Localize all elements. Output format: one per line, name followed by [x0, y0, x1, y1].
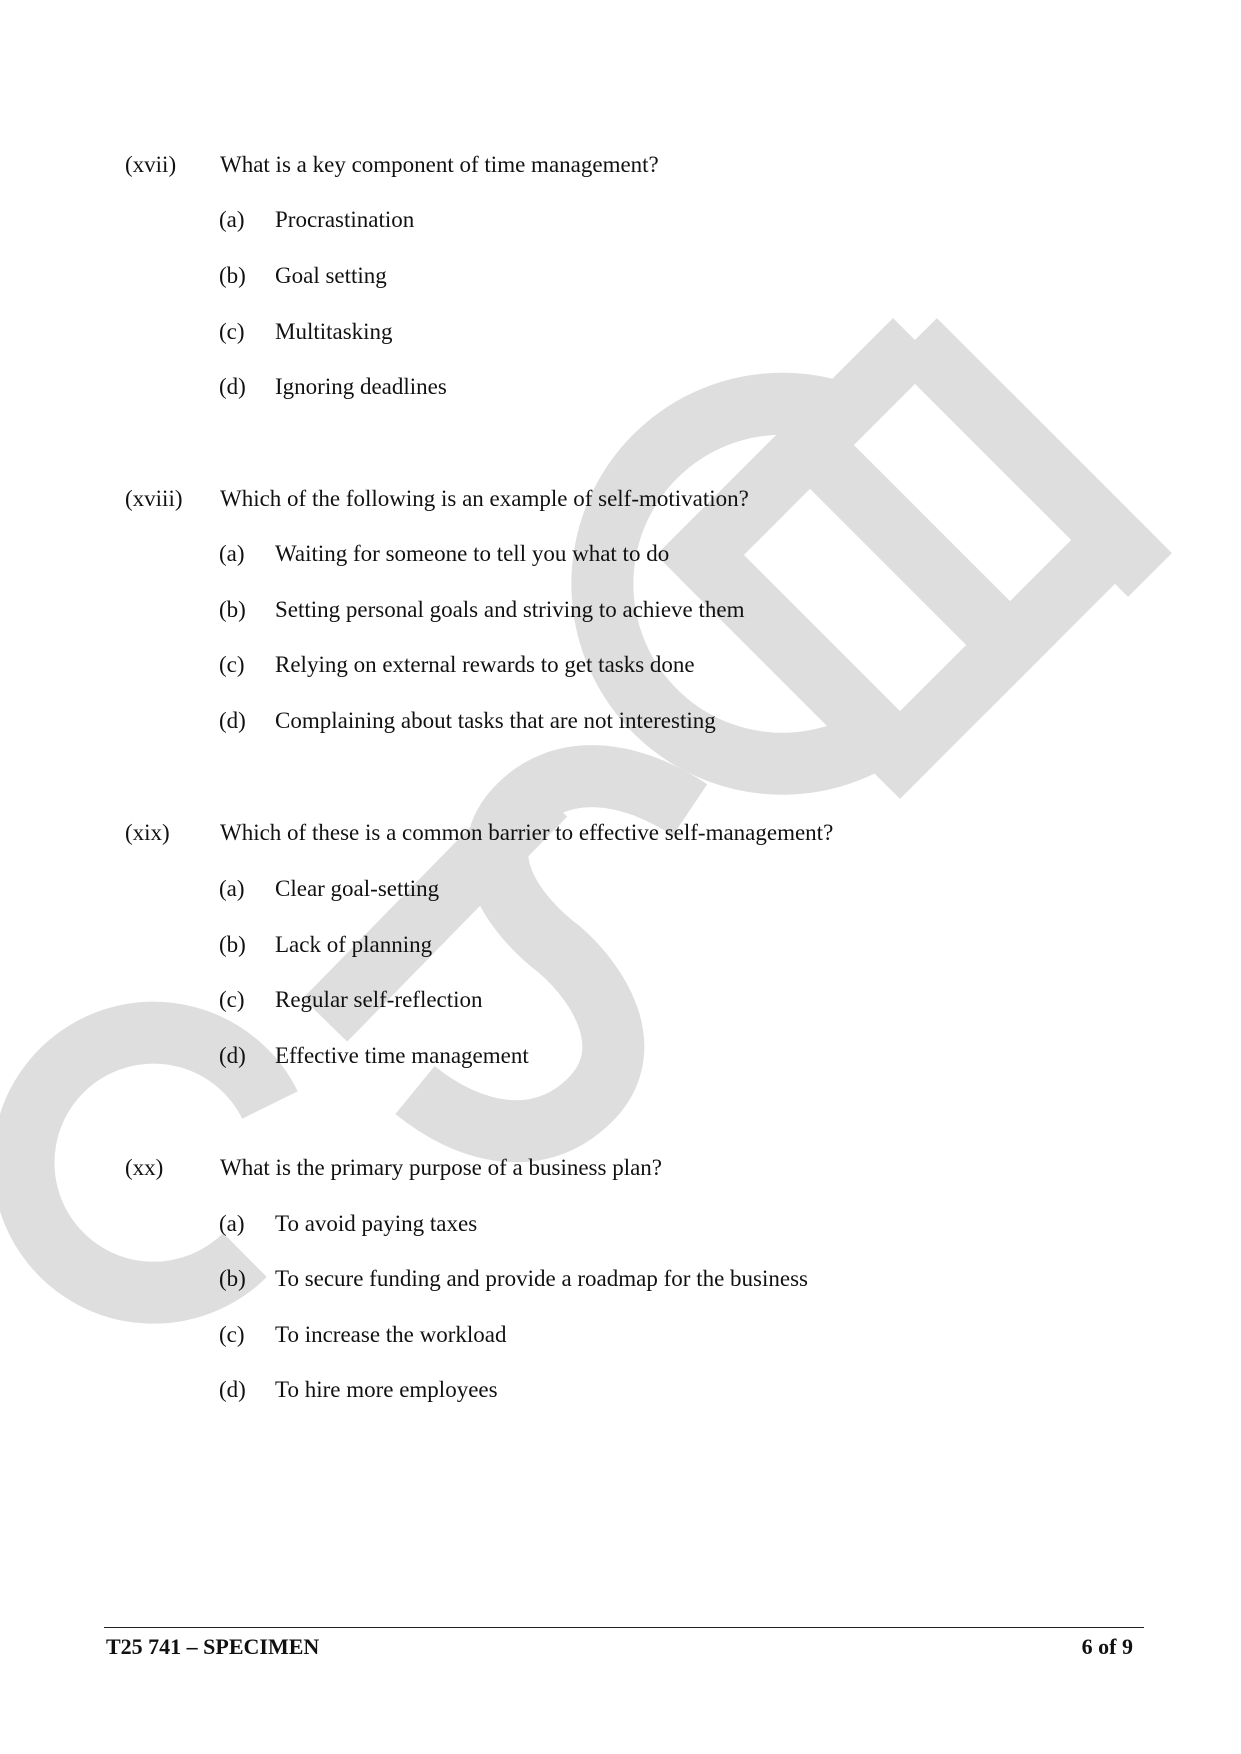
footer-divider	[104, 1627, 1144, 1628]
option-letter: (b)	[219, 263, 246, 288]
option-text: Ignoring deadlines	[275, 374, 447, 399]
option-text: To increase the workload	[275, 1322, 507, 1347]
option-letter: (c)	[219, 987, 245, 1012]
option-letter: (b)	[219, 1266, 246, 1291]
option-text: Relying on external rewards to get tasks done	[275, 652, 695, 677]
watermark-letter-e-mid	[810, 445, 1030, 665]
option-letter: (d)	[219, 1377, 246, 1402]
option-text: To hire more employees	[275, 1377, 498, 1402]
option-letter: (b)	[219, 597, 246, 622]
option-text: To avoid paying taxes	[275, 1211, 478, 1236]
option-letter: (a)	[219, 1211, 245, 1236]
option-text: Goal setting	[275, 263, 387, 288]
option-text: Waiting for someone to tell you what to do	[275, 541, 670, 566]
question-number: (xviii)	[125, 486, 183, 511]
page-number: 6 of 9	[1081, 1634, 1133, 1659]
option-letter: (a)	[219, 207, 245, 232]
option-text: Effective time management	[275, 1043, 529, 1068]
question-text: What is the primary purpose of a business plan?	[220, 1155, 662, 1180]
question-number: (xix)	[125, 820, 170, 845]
question-text: Which of the following is an example of self-motivation?	[220, 486, 749, 511]
option-letter: (d)	[219, 374, 246, 399]
option-text: Regular self-reflection	[275, 987, 483, 1012]
question-text: Which of these is a common barrier to effective self-management?	[220, 820, 834, 845]
option-text: To secure funding and provide a roadmap for the business	[275, 1266, 808, 1291]
option-letter: (c)	[219, 319, 245, 344]
option-text: Lack of planning	[275, 932, 433, 957]
question-number: (xvii)	[125, 152, 177, 177]
option-letter: (b)	[219, 932, 246, 957]
option-letter: (c)	[219, 652, 245, 677]
option-text: Multitasking	[275, 319, 393, 344]
paper-code: T25 741 – SPECIMEN	[106, 1634, 320, 1659]
option-text: Procrastination	[275, 207, 415, 232]
option-letter: (a)	[219, 541, 245, 566]
option-letter: (a)	[219, 876, 245, 901]
question-number: (xx)	[125, 1155, 164, 1180]
watermark-letter-e-bottom	[700, 525, 1130, 755]
option-text: Clear goal-setting	[275, 876, 440, 901]
option-letter: (d)	[219, 708, 246, 733]
watermark-letter-e-spine	[700, 340, 915, 770]
option-letter: (c)	[219, 1322, 245, 1347]
watermark-letter-e-top	[915, 340, 1150, 575]
option-letter: (d)	[219, 1043, 246, 1068]
option-text: Setting personal goals and striving to achieve them	[275, 597, 745, 622]
question-text: What is a key component of time management?	[220, 152, 659, 177]
option-text: Complaining about tasks that are not interesting	[275, 708, 716, 733]
